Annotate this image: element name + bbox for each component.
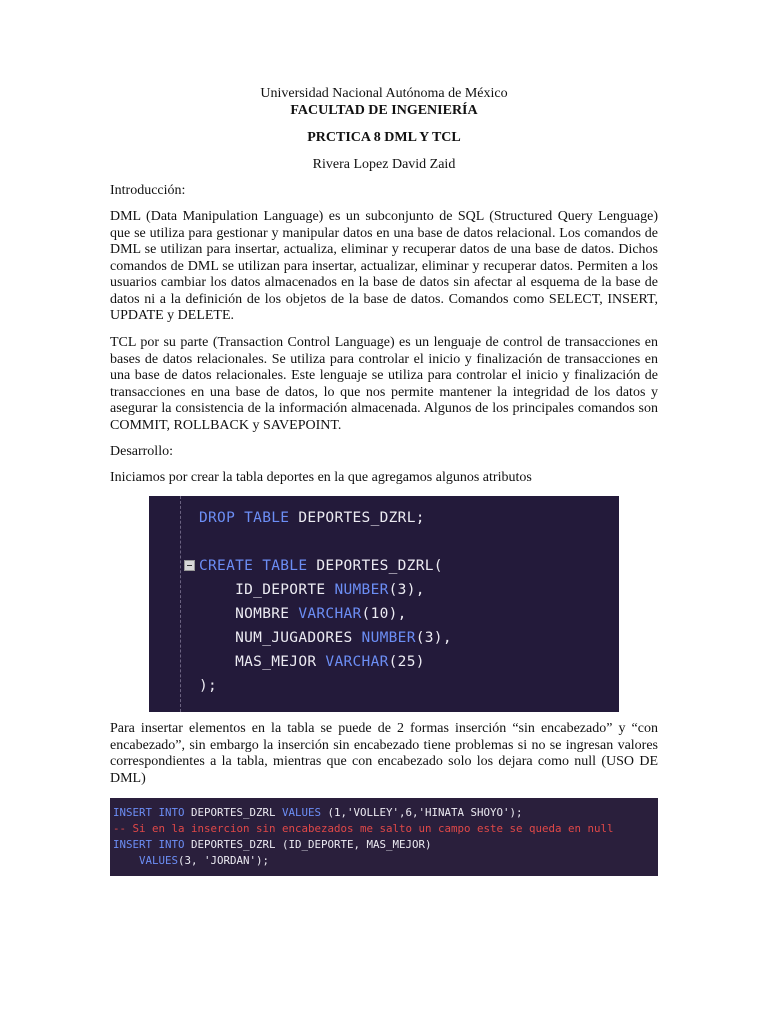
university-name: Universidad Nacional Autónoma de México: [260, 86, 508, 101]
code-line: );: [199, 678, 218, 694]
insert-paragraph: Para insertar elementos en la tabla se puede de 2 formas inserción “sin encabezado” y “con encabezado”, sin embargo la inserción sin encabezado tiene problemas si no se ingresan valores correspondientes a la tabla, mientras que con encabezado solo los dejara como null (USO DE DML): [110, 721, 658, 786]
tcl-paragraph: TCL por su parte (Transaction Control Language) es un lenguaje de control de transacciones en bases de datos relacionales. Se utiliza para controlar el inicio y finalización de transacciones en una base de datos relacionales. Este lenguaje se utiliza para controlar el inicio y finalización de transacciones en una base de datos, lo que nos permite mantener la integridad de los datos y asegurar la consistencia de la información almacenada. Algunos de los principales comandos son COMMIT, ROLLBACK y SAVEPOINT.: [110, 335, 658, 433]
code-comment-line: -- Si en la insercion sin encabezados me salto un campo este se queda en null: [113, 822, 614, 835]
code-gutter: [180, 496, 182, 712]
create-intro: Iniciamos por crear la tabla deportes en la que agregamos algunos atributos: [110, 470, 532, 485]
code-line: DROP TABLE DEPORTES_DZRL;: [199, 510, 425, 526]
code-line: CREATE TABLE DEPORTES_DZRL(: [199, 558, 443, 574]
intro-heading: Introducción:: [110, 183, 186, 198]
code-line: NUM_JUGADORES NUMBER(3),: [199, 630, 452, 646]
create-table-code-screenshot: [149, 496, 619, 712]
insert-code-screenshot: [110, 798, 658, 876]
code-line: ID_DEPORTE NUMBER(3),: [199, 582, 425, 598]
code-line: INSERT INTO DEPORTES_DZRL (ID_DEPORTE, MAS_MEJOR): [113, 838, 432, 851]
faculty-name: FACULTAD DE INGENIERÍA: [290, 103, 478, 118]
practice-title: PRCTICA 8 DML Y TCL: [307, 130, 461, 145]
author-name: Rivera Lopez David Zaid: [312, 157, 456, 172]
code-line: MAS_MEJOR VARCHAR(25): [199, 654, 425, 670]
fold-collapse-icon: [184, 560, 195, 571]
code-line: INSERT INTO DEPORTES_DZRL VALUES (1,'VOLLEY',6,'HINATA SHOYO');: [113, 806, 523, 819]
development-heading: Desarrollo:: [110, 444, 173, 459]
dml-paragraph: DML (Data Manipulation Language) es un subconjunto de SQL (Structured Query Lenguage) que se utiliza para gestionar y manipular datos en una base de datos relacional. Los comandos de DML se utilizan para insertar, actualiza, eliminar y recuperar datos de una base de datos. Dichos comandos de DML se utilizan para insertar, actualizar, eliminar y recuperar datos. Permiten a los usuarios cambiar los datos almacenados en la base de datos sin afectar al esquema de la base de datos ni a la definición de los objetos de la base de datos. Comandos como SELECT, INSERT, UPDATE y DELETE.: [110, 209, 658, 323]
code-line: VALUES(3, 'JORDAN');: [139, 854, 270, 867]
code-line: NOMBRE VARCHAR(10),: [199, 606, 407, 622]
